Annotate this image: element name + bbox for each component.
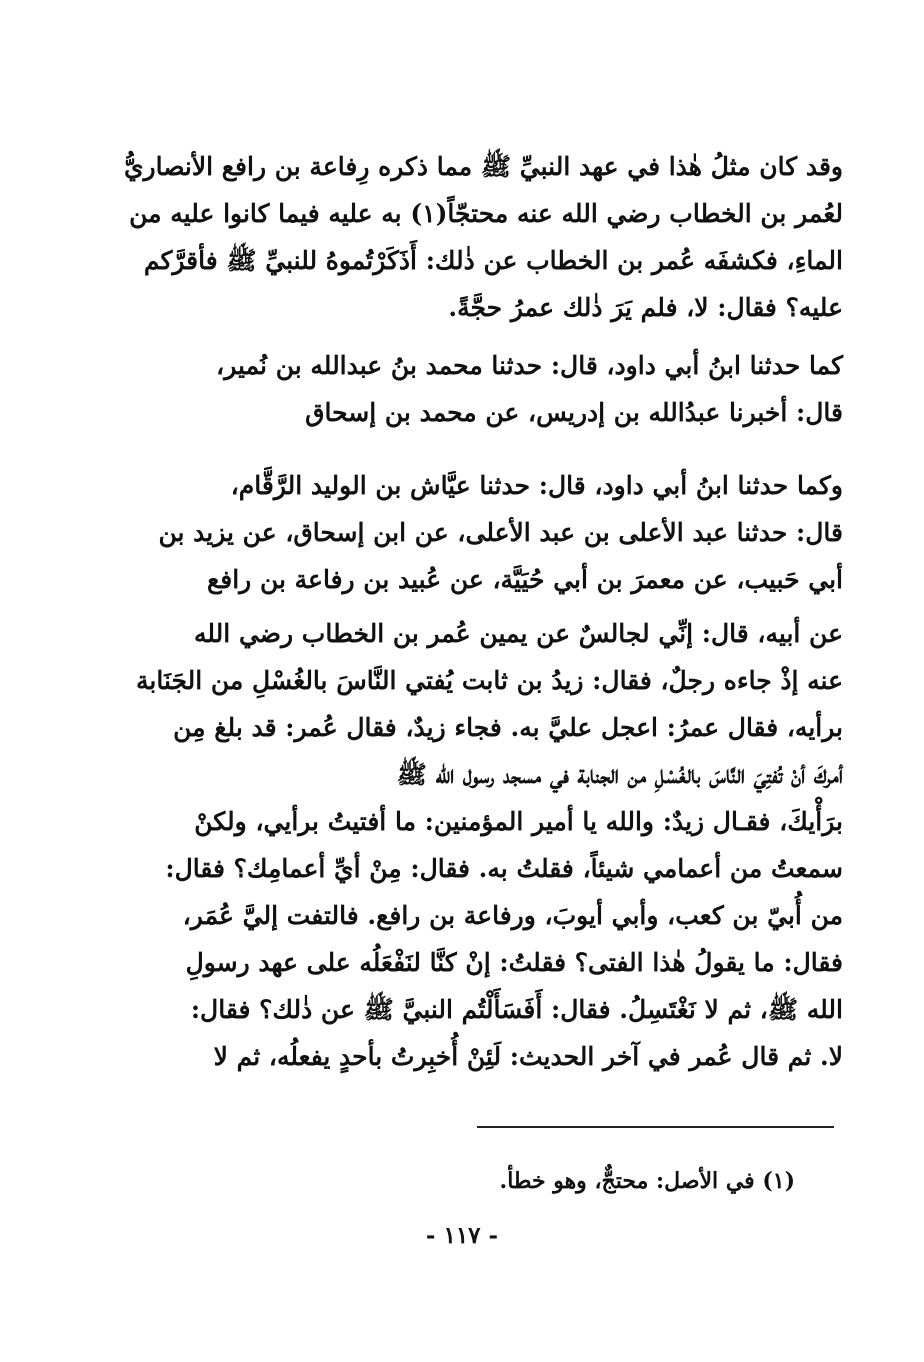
paragraph-1	[123, 143, 843, 331]
paragraph-3	[128, 462, 843, 603]
text-line: أمركَ أنْ تُفتِيَ النَّاسَ بالغُسْلِ من الجنابة في مسجد رسول الله ﷺ	[396, 760, 843, 789]
text-line: وكما حدثنا ابنُ أبي داود، قال: حدثنا عيَّاش بن الوليد الرَّقَّام،	[230, 471, 843, 500]
text-line: الله ﷺ، ثم لا نَغْتَسِلُ. فقال: أَفَسَأَلْتُم النبيَّ ﷺ عن ذٰلك؟ فقال:	[190, 995, 843, 1024]
text-line: الماءِ، فكشفَه عُمر بن الخطاب عن ذٰلك: أَذَكَرْتُموهُ للنبيِّ ﷺ فأقرَّكم	[143, 246, 843, 275]
footnote-divider	[477, 1126, 834, 1128]
footnote: (١) في الأصل: محتجٌّ، وهو خطأ.	[499, 1168, 795, 1194]
text-line: فقال: ما يقولُ هٰذا الفتى؟ فقلتُ: إنْ كنَّا لنَفْعَلُه على عهد رسولِ	[185, 948, 843, 977]
text-line: قال: أخبرنا عبدُالله بن إدريس، عن محمد بن إسحاق	[305, 398, 843, 427]
text-line: برأيه، فقال عمرُ: اعجل عليَّ به. فجاء زيدٌ، فقال عُمر: قد بلغ مِن	[173, 713, 843, 742]
page-number: - ١١٧ -	[425, 1222, 499, 1249]
text-line: من أُبيّ بن كعب، وأبي أيوبَ، ورفاعة بن رافع. فالتفت إليَّ عُمَر،	[182, 901, 843, 930]
paragraph-4	[128, 610, 843, 1080]
text-line: عليه؟ فقال: لا، فلم يَرَ ذٰلك عمرُ حجَّةً.	[448, 293, 843, 322]
text-line: لا. ثم قال عُمر في آخر الحديث: لَئِنْ أُخبِرتُ بأحدٍ يفعلُه، ثم لا	[213, 1042, 843, 1071]
text-line: كما حدثنا ابنُ أبي داود، قال: حدثنا محمد بنُ عبدالله بن نُمير،	[216, 351, 843, 380]
text-line: سمعتُ من أعمامي شيئاً، فقلتُ به. فقال: مِنْ أيِّ أعمامِك؟ فقال:	[165, 854, 843, 883]
text-line: عنه إذْ جاءه رجلٌ، فقال: زيدُ بن ثابت يُفتي النَّاسَ بالغُسْلِ من الجَنَابة	[135, 666, 843, 695]
text-line: عن أبيه، قال: إنِّي لجالسٌ عن يمين عُمر بن الخطاب رضي الله	[194, 619, 843, 648]
text-line: لعُمر بن الخطاب رضي الله عنه محتجّاً(١) به عليه فيما كانوا عليه من	[129, 199, 843, 228]
text-line: برَأْيكَ، فقـال زيدٌ: والله يا أمير المؤمنين: ما أفتيتُ برأيي، ولكنْ	[194, 807, 843, 836]
text-line: وقد كان مثلُ هٰذا في عهد النبيِّ ﷺ مما ذكره رِفاعة بن رافع الأنصاريُّ	[123, 152, 843, 181]
text-line: قال: حدثنا عبد الأعلى بن عبد الأعلى، عن ابن إسحاق، عن يزيد بن	[158, 518, 843, 547]
text-line: أبي حَبيب، عن معمرَ بن أبي حُيَيَّة، عن عُبيد بن رفاعة بن رافع	[206, 565, 843, 594]
paragraph-2	[128, 342, 843, 436]
